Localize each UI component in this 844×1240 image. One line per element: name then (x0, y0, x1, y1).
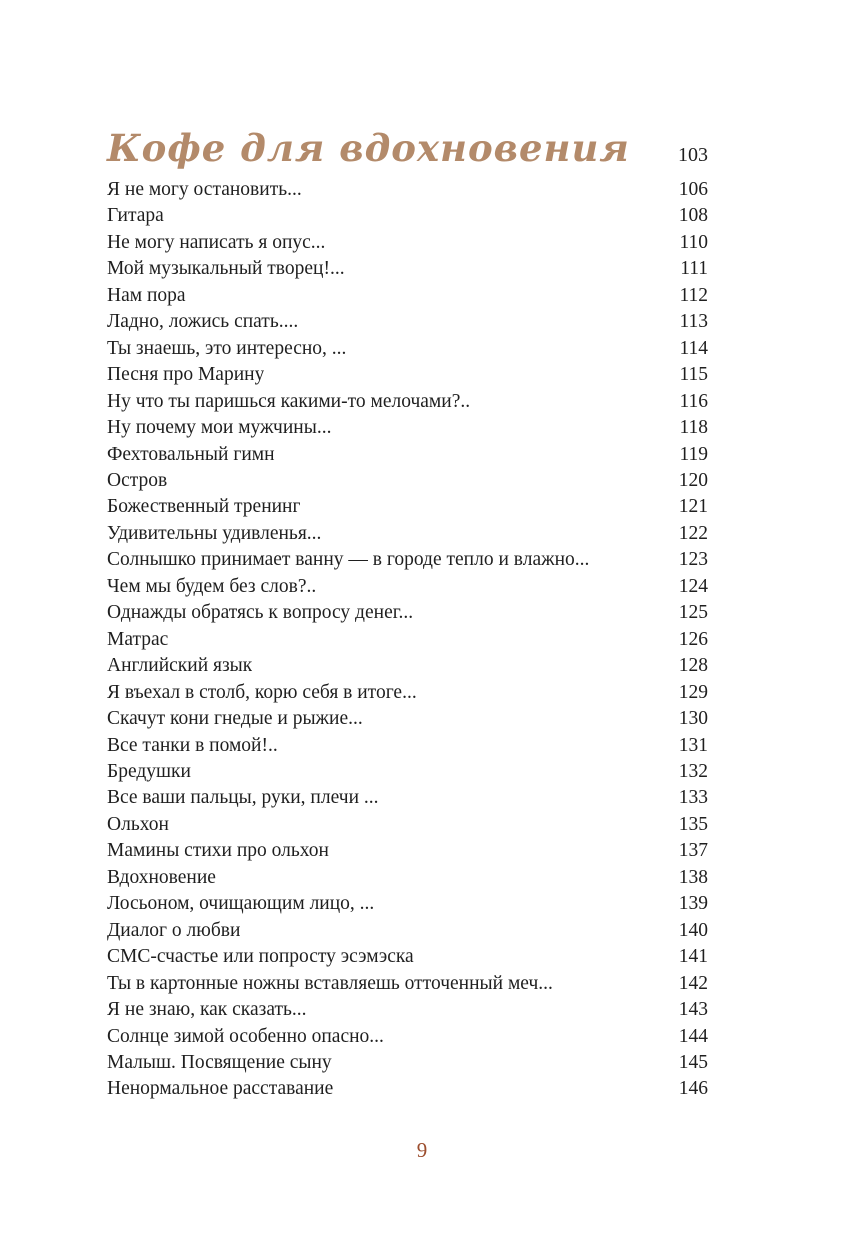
toc-entry (107, 944, 708, 970)
toc-entry (107, 653, 708, 679)
toc-entry (107, 547, 708, 573)
toc-entry (107, 812, 708, 838)
toc-entry-page-number: 113 (679, 311, 708, 333)
toc-entry (107, 627, 708, 653)
toc-entry-title: Не могу написать я опус... (107, 231, 326, 253)
toc-entry (107, 574, 708, 600)
toc-entry-title: Скачут кони гнедые и рыжие... (107, 708, 363, 730)
toc-entry-title: Ладно, ложись спать.... (107, 311, 299, 333)
toc-entry-page-number: 120 (678, 469, 708, 491)
footer-page-number: 9 (416, 1138, 428, 1162)
toc-entry (107, 865, 708, 891)
toc-entry-page-number: 110 (679, 231, 708, 253)
toc-entry-title: Матрас (107, 628, 169, 650)
toc-entry-page-number: 118 (679, 417, 708, 439)
toc-entry-title: Лосьоном, очищающим лицо, ... (107, 893, 375, 915)
toc-section-title: Кофе для вдохновения (107, 126, 630, 170)
toc-entry-page-number: 132 (678, 760, 708, 782)
toc-entry-page-number: 143 (678, 999, 708, 1021)
toc-entry-title: Я въехал в столб, корю себя в итоге... (107, 681, 417, 703)
toc-entry-title: Ну что ты паришься какими-то мелочами?.. (107, 390, 471, 412)
toc-entry-title: Удивительны удивленья... (107, 522, 322, 544)
toc-entry-page-number: 146 (678, 1078, 708, 1100)
toc-entry-page-number: 122 (678, 522, 708, 544)
toc-entry-page-number: 128 (678, 655, 708, 677)
toc-entry (107, 759, 708, 785)
toc-entry-title: Остров (107, 469, 168, 491)
toc-entry-title: Мой музыкальный творец!... (107, 258, 345, 280)
toc-entry-page-number: 133 (678, 787, 708, 809)
toc-entry-page-number: 116 (679, 390, 708, 412)
toc-entry-page-number: 135 (678, 813, 708, 835)
toc-entry (107, 256, 708, 282)
toc-entry (107, 177, 708, 203)
toc-entry (107, 309, 708, 335)
toc-entry (107, 362, 708, 388)
toc-entry-page-number: 126 (678, 628, 708, 650)
toc-entry (107, 680, 708, 706)
toc-entry-page-number: 139 (678, 893, 708, 915)
toc-entry (107, 494, 708, 520)
toc-entry (107, 706, 708, 732)
toc-entry-title: СМС-счастье или попросту эсэмэска (107, 946, 414, 968)
toc-entry-page-number: 142 (678, 972, 708, 994)
toc-entry-title: Гитара (107, 205, 164, 227)
toc-entry (107, 1024, 708, 1050)
toc-entry-page-number: 130 (678, 708, 708, 730)
toc-entry-page-number: 106 (678, 179, 708, 200)
toc-entry-title: Я не знаю, как сказать... (107, 999, 307, 1021)
toc-entry (107, 521, 708, 547)
toc-entry (107, 891, 708, 917)
toc-entry (107, 389, 708, 415)
toc-entry-title: Ты в картонные ножны вставляешь отточенный меч... (107, 972, 553, 994)
toc-entry-title: Мамины стихи про ольхон (107, 840, 329, 862)
toc-entry-page-number: 112 (679, 284, 708, 306)
toc-entry-title: Вдохновение (107, 866, 216, 888)
toc-entry (107, 230, 708, 256)
toc-entry-title: Солнышко принимает ванну — в городе тепло и влажно... (107, 549, 590, 571)
toc-entry (107, 1050, 708, 1076)
toc-entry-title: Фехтовальный гимн (107, 443, 275, 465)
toc-entry-title: Все танки в помой!.. (107, 734, 278, 756)
toc-entry-title: Нам пора (107, 284, 186, 306)
toc-entry-title: Английский язык (107, 655, 253, 677)
toc-entry-title: Все ваши пальцы, руки, плечи ... (107, 787, 379, 809)
toc-entry-page-number: 114 (679, 337, 708, 359)
toc-entry-title: Ну почему мои мужчины... (107, 417, 332, 439)
toc-entry-page-number: 129 (678, 681, 708, 703)
toc-entry-title: Диалог о любви (107, 919, 241, 941)
toc-entry (107, 415, 708, 441)
toc-entry (107, 203, 708, 229)
toc-entry-page-number: 138 (678, 866, 708, 888)
toc-entry-title: Ненормальное расставание (107, 1078, 334, 1100)
toc-section-page-number: 103 (678, 144, 708, 166)
toc-entry (107, 838, 708, 864)
toc-entry (107, 997, 708, 1023)
toc-entry-title: Ольхон (107, 813, 169, 835)
toc-entry-page-number: 115 (679, 364, 708, 386)
page-footer (0, 1138, 844, 1163)
toc-entry-page-number: 119 (679, 443, 708, 465)
toc-entry-page-number: 124 (678, 575, 708, 597)
toc-section-header (107, 126, 708, 170)
toc-entry (107, 785, 708, 811)
toc-entry-title: Божественный тренинг (107, 496, 301, 518)
toc-entry-page-number: 121 (678, 496, 708, 518)
toc-entry (107, 283, 708, 309)
toc-entry-page-number: 144 (678, 1025, 708, 1047)
toc-entry (107, 468, 708, 494)
toc-entry-title: Солнце зимой особенно опасно... (107, 1025, 384, 1047)
toc-entry-page-number: 131 (678, 734, 708, 756)
toc-entry-page-number: 125 (678, 602, 708, 624)
toc-entry (107, 1076, 708, 1102)
toc-entry-title: Чем мы будем без слов?.. (107, 575, 317, 597)
toc-entry-title: Я не могу остановить... (107, 179, 302, 200)
toc-entry (107, 918, 708, 944)
toc-entry (107, 971, 708, 997)
toc-entry-page-number: 111 (680, 258, 708, 280)
toc-entry (107, 733, 708, 759)
toc-entry (107, 600, 708, 626)
toc-entry-title: Бредушки (107, 760, 191, 782)
toc-entry-page-number: 145 (678, 1051, 708, 1073)
toc-entry-page-number: 141 (678, 946, 708, 968)
toc-entry-title: Ты знаешь, это интересно, ... (107, 337, 347, 359)
toc-entry-list (107, 177, 708, 1103)
toc-entry-page-number: 140 (678, 919, 708, 941)
toc-entry-title: Песня про Марину (107, 364, 265, 386)
toc-entry-page-number: 123 (678, 549, 708, 571)
toc-entry-title: Однажды обратясь к вопросу денег... (107, 602, 414, 624)
toc-entry-title: Малыш. Посвящение сыну (107, 1051, 332, 1073)
toc-entry-page-number: 137 (678, 840, 708, 862)
toc-entry (107, 336, 708, 362)
toc-entry-page-number: 108 (678, 205, 708, 227)
toc-entry (107, 442, 708, 468)
